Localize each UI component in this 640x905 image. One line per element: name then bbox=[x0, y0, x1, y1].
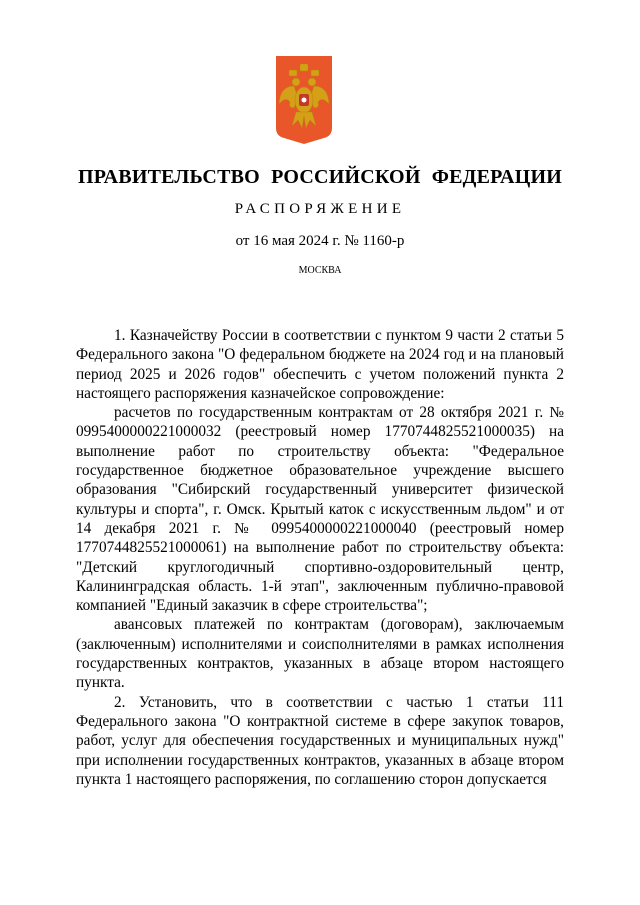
coat-of-arms-icon bbox=[276, 56, 332, 144]
document-date-number: от 16 мая 2024 г. № 1160-р bbox=[235, 233, 405, 249]
government-title: ПРАВИТЕЛЬСТВО РОССИЙСКОЙ ФЕДЕРАЦИИ bbox=[78, 166, 562, 188]
paragraph: 1. Казначейству России в соответствии с пунктом 9 части 2 статьи 5 Федерального закона "О федеральном бюджете на 2024 год и на плановый период 2025 и 2026 годов" обеспечить с учетом положений пункта 2 настоящего распоряжения казначейское сопровождение: bbox=[76, 327, 564, 402]
paragraph: 2. Установить, что в соответствии с частью 1 статьи 111 Федерального закона "О контрактной системе в сфере закупок товаров, работ, услуг для обеспечения государственных и муниципальных нужд" при исполнении государственных контрактов, указанных в абзаце втором пункта 1 настоящего распоряжения, по соглашению сторон допускается bbox=[76, 693, 564, 788]
document-body bbox=[76, 326, 564, 789]
paragraph: расчетов по государственным контрактам от 28 октября 2021 г. № 0995400000221000032 (реестровый номер 1770744825521000035) на выполнение работ по строительству объекта: "Федеральное государственное бюджетное образовательное учреждение высшего образования "Сибирский государственный университет физической культуры и спорта", г. Омск. Крытый каток с искусственным льдом" и от 14 декабря 2021 г. № 0995400000221000040 (реестровый номер 1770744825521000061) на выполнение работ по строительству объекта: "Детский круглогодичный спортивно-оздоровительный центр, Калининградская область. 1-й этап", заключенным публично-правовой компанией "Единый заказчик в сфере строительства"; bbox=[76, 404, 564, 615]
document-type: РАСПОРЯЖЕНИЕ bbox=[234, 201, 406, 217]
paragraph: авансовых платежей по контрактам (договорам), заключаемым (заключенным) исполнителями и соисполнителями в рамках исполнения государственных контрактов, указанных в абзаце втором настоящего пункта. bbox=[76, 616, 564, 692]
document-city: МОСКВА bbox=[298, 265, 342, 276]
